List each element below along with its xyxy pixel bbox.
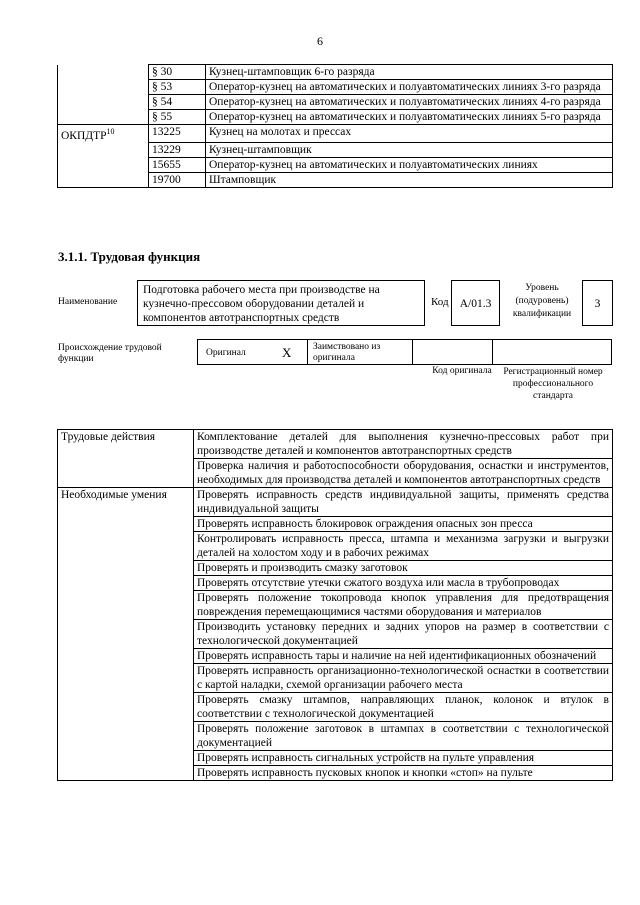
origin-label: Происхождение трудовой функции: [58, 343, 162, 364]
codes-group-cell: [58, 65, 149, 80]
function-name: Подготовка рабочего места при производстве на кузнечно-прессовом оборудовании деталей и компонентов автотранспортных средств: [137, 280, 425, 326]
skill-row: [58, 591, 613, 620]
section-label-cell-continued: [58, 532, 194, 561]
codes-row: [58, 125, 613, 143]
skill-row: [58, 722, 613, 751]
codes-name-cell: Кузнец-штамповщик: [206, 143, 613, 158]
codes-row: [58, 173, 613, 188]
labor-action-row: [58, 430, 613, 459]
name-label: Наименование: [58, 297, 118, 307]
codes-row: [58, 143, 613, 158]
section-label-cell-continued: [58, 751, 194, 766]
section-label: Трудовые действия: [61, 431, 156, 443]
section-label-cell-continued: [58, 459, 194, 488]
orig-code-cell: [412, 339, 492, 365]
codes-row: [58, 65, 613, 80]
codes-table: [57, 64, 613, 188]
codes-group-cell: [58, 173, 149, 188]
labor-action-row: [58, 459, 613, 488]
skill-row: [58, 664, 613, 693]
item-text: Проверять исправность блокировок ограждения опасных зон пресса: [194, 517, 613, 532]
section-label-cell-continued: [58, 693, 194, 722]
item-text: Производить установку передних и задних упоров на размер в соответствии с технологической документацией: [194, 620, 613, 649]
codes-row: [58, 95, 613, 110]
skill-row: [58, 693, 613, 722]
codes-name-cell: Штамповщик: [206, 173, 613, 188]
section-label-cell-continued: [58, 576, 194, 591]
original-mark: X: [282, 345, 292, 360]
section-heading: 3.1.1. Трудовая функция: [58, 249, 201, 264]
section-label-cell: [58, 488, 194, 517]
borrowed-label: Заимствовано из оригинала: [313, 342, 381, 363]
section-label-cell-continued: [58, 620, 194, 649]
codes-code-cell: § 55: [149, 110, 206, 125]
section-label-cell-continued: [58, 649, 194, 664]
codes-group-cell: [58, 80, 149, 95]
item-text: Проверять исправность средств индивидуальной защиты, применять средства индивидуальной защиты: [194, 488, 613, 517]
codes-row: [58, 158, 613, 173]
section-label-cell-continued: [58, 722, 194, 751]
section-label-cell: [58, 430, 194, 459]
main-table: [57, 429, 613, 781]
codes-name-cell: Кузнец-штамповщик 6-го разряда: [206, 65, 613, 80]
codes-group-cell: [58, 158, 149, 173]
item-text: Проверять смазку штампов, направляющих планок, колонок и втулок в соответствии с технологической документацией: [194, 693, 613, 722]
item-text: Проверять положение заготовок в штампах в соответствии с технологической документацией: [194, 722, 613, 751]
codes-name-cell: Оператор-кузнец на автоматических и полуавтоматических линиях: [206, 158, 613, 173]
section-label-cell-continued: [58, 766, 194, 781]
footnote-ref: 10: [106, 127, 115, 136]
item-text: Проверка наличия и работоспособности оборудования, оснастки и инструментов, необходимых для производства деталей и компонентов автотранспортных средств: [194, 459, 613, 488]
item-text: Проверять и производить смазку заготовок: [194, 561, 613, 576]
item-text: Проверять исправность тары и наличие на ней идентификационных обозначений: [194, 649, 613, 664]
reg-number-cell: [492, 339, 612, 365]
section-label: Необходимые умения: [61, 489, 167, 501]
item-text: Проверять исправность организационно-технологической оснастки в соответствии с картой наладки, схемой организации рабочего места: [194, 664, 613, 693]
section-label-cell-continued: [58, 664, 194, 693]
item-text: Проверять положение токопровода кнопок управления для предотвращения повреждения перемещающимися частями оборудования и материалов: [194, 591, 613, 620]
skill-row: [58, 488, 613, 517]
codes-code-cell: § 53: [149, 80, 206, 95]
skill-row: [58, 620, 613, 649]
codes-code-cell: § 54: [149, 95, 206, 110]
skill-row: [58, 649, 613, 664]
codes-group-label: ОКПДТР: [61, 129, 107, 142]
section-label-cell-continued: [58, 591, 194, 620]
codes-code-cell: 13229: [149, 143, 206, 158]
function-code: A/01.3: [451, 280, 500, 326]
item-text: Комплектование деталей для выполнения кузнечно-прессовых работ при производстве деталей и компонентов автотранспортных средств: [194, 430, 613, 459]
codes-group-cell: [58, 110, 149, 125]
codes-code-cell: 13225: [149, 125, 206, 143]
item-text: Контролировать исправность пресса, штампа и механизма загрузки и выгрузки деталей на холостом ходу и в рабочих режимах: [194, 532, 613, 561]
skill-row: [58, 576, 613, 591]
skill-row: [58, 517, 613, 532]
original-cell: [197, 339, 307, 365]
codes-code-cell: § 30: [149, 65, 206, 80]
codes-name-cell: Оператор-кузнец на автоматических и полуавтоматических линиях 5-го разряда: [206, 110, 613, 125]
qualification-level: 3: [582, 280, 613, 326]
level-label: Уровень (подуровень) квалификации: [512, 283, 572, 319]
codes-name-cell: Оператор-кузнец на автоматических и полуавтоматических линиях 4-го разряда: [206, 95, 613, 110]
skill-row: [58, 532, 613, 561]
code-orig-caption: Код оригинала: [432, 366, 492, 376]
skill-row: [58, 561, 613, 576]
item-text: Проверять отсутствие утечки сжатого воздуха или масла в трубопроводах: [194, 576, 613, 591]
original-label: Оригинал: [206, 348, 246, 358]
codes-group-cell: [58, 125, 149, 143]
section-label-cell-continued: [58, 561, 194, 576]
page-number: 6: [317, 34, 323, 48]
codes-name-cell: Оператор-кузнец на автоматических и полуавтоматических линиях 3-го разряда: [206, 80, 613, 95]
skill-row: [58, 766, 613, 781]
section-label-cell-continued: [58, 517, 194, 532]
codes-group-cell: [58, 143, 149, 158]
item-text: Проверять исправность пусковых кнопок и кнопки «стоп» на пульте: [194, 766, 613, 781]
codes-code-cell: 19700: [149, 173, 206, 188]
reg-number-caption: Регистрационный номер профессионального стандарта: [503, 367, 603, 401]
codes-row: [58, 110, 613, 125]
skill-row: [58, 751, 613, 766]
code-label: Код: [431, 296, 449, 308]
codes-row: [58, 80, 613, 95]
item-text: Проверять исправность сигнальных устройств на пульте управления: [194, 751, 613, 766]
codes-group-cell: [58, 95, 149, 110]
borrowed-cell: [307, 339, 412, 365]
codes-name-cell: Кузнец на молотах и прессах: [206, 125, 613, 143]
codes-code-cell: 15655: [149, 158, 206, 173]
